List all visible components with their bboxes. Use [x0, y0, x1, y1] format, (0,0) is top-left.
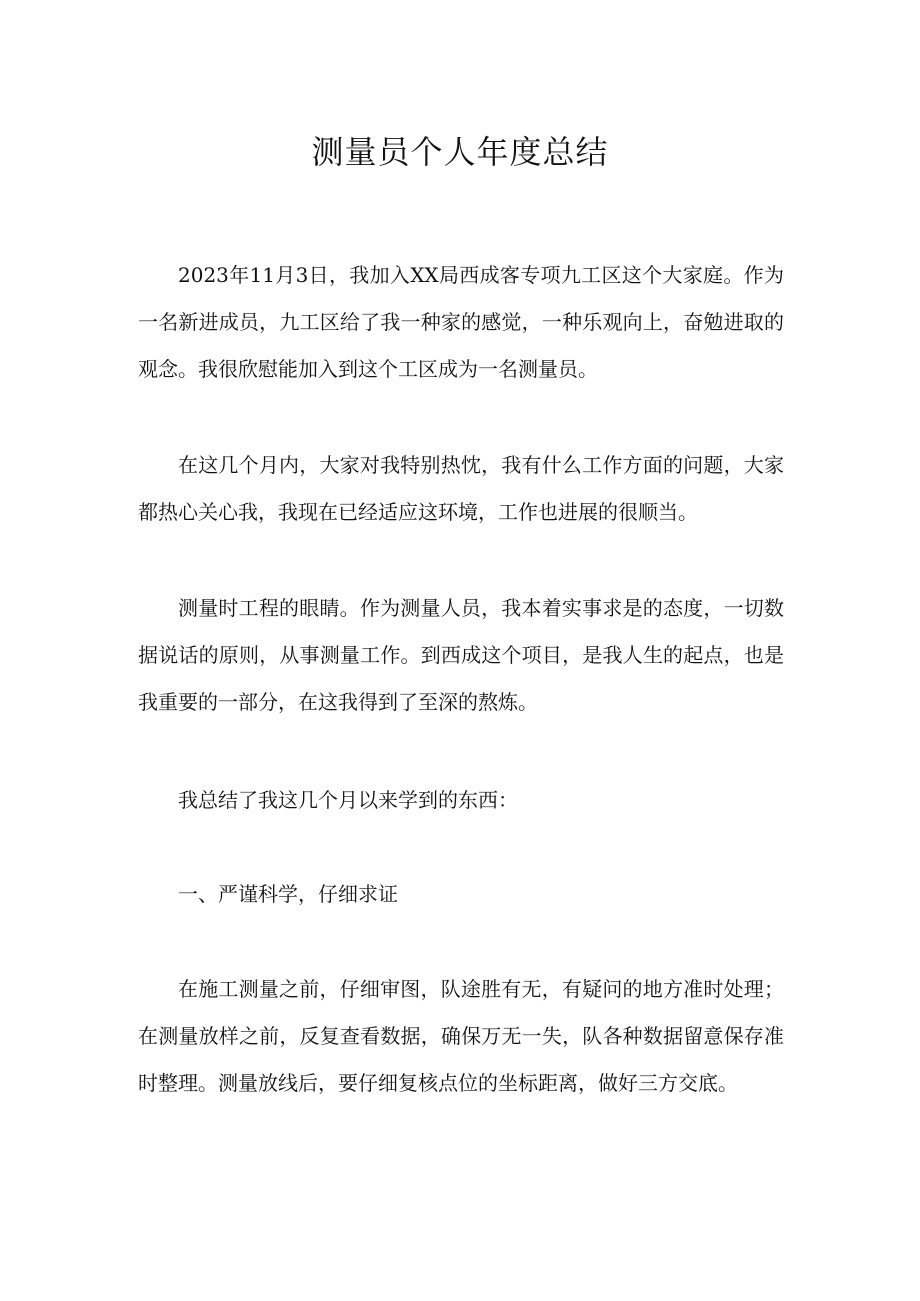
section-heading-rigor: 一、严谨科学，仔细求证	[178, 882, 398, 906]
paragraph-summary-lead: 我总结了我这几个月以来学到的东西：	[178, 788, 518, 812]
document-title: 测量员个人年度总结	[311, 133, 609, 171]
paragraph-colleagues: 在这几个月内，大家对我特别热忱，我有什么工作方面的问题，大家都热心关心我，我现在已经适应这环境，工作也进展的很顺当。	[138, 453, 784, 524]
paragraph-intro: 2023年11月3日，我加入XX局西成客专项九工区这个大家庭。作为一名新进成员，九工区给了我一种家的感觉，一种乐观向上，奋勉进取的观念。我很欣慰能加入到这个工区成为一名测量员。	[138, 263, 784, 381]
paragraph-rigor-details: 在施工测量之前，仔细审图，队途胜有无，有疑问的地方准时处理；在测量放样之前，反复查看数据，确保万无一失，队各种数据留意保存准时整理。测量放线后，要仔细复核点位的坐标距离，做好三方交底。	[138, 977, 784, 1095]
paragraph-surveying-role: 测量时工程的眼睛。作为测量人员，我本着实事求是的态度，一切数据说话的原则，从事测量工作。到西成这个项目，是我人生的起点，也是我重要的一部分，在这我得到了至深的熬炼。	[138, 596, 784, 714]
